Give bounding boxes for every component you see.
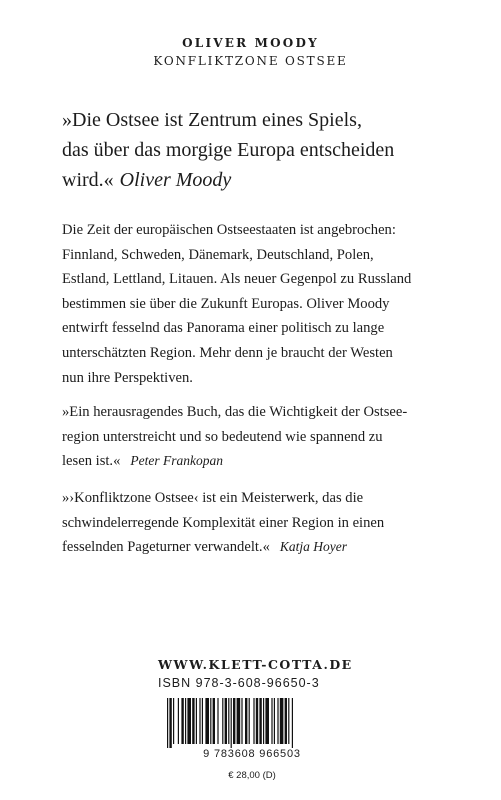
review-text: fesselnden Pageturner verwandelt.« xyxy=(62,539,270,556)
blurb-line: nun ihre Perspektiven. xyxy=(62,369,193,386)
barcode-bar xyxy=(185,698,186,744)
barcode-bar xyxy=(181,698,183,744)
quote-line: das über das morgige Europa entscheiden xyxy=(62,139,395,161)
barcode-bar xyxy=(245,698,247,744)
blurb-line: unterschätzten Region. Mehr denn je braucht der Westen xyxy=(62,344,393,361)
barcode-bar xyxy=(199,698,200,744)
barcode-bar xyxy=(237,698,241,744)
review-line-last xyxy=(62,449,482,474)
blurb-line: entwirft fesselnd das Panorama einer politisch zu lange xyxy=(62,320,385,337)
quote-attribution: Oliver Moody xyxy=(119,169,232,191)
quote-line-last xyxy=(62,165,482,195)
blurb-line: bestimmen sie über die Zukunft Europas. Oliver Moody xyxy=(62,295,390,312)
author-name: OLIVER MOODY xyxy=(182,36,319,50)
barcode-bar xyxy=(167,698,168,748)
review-line-last xyxy=(62,535,482,560)
barcode-bar xyxy=(271,698,272,744)
barcode-bar xyxy=(274,698,275,744)
barcode-bar xyxy=(280,698,284,744)
barcode-bar xyxy=(285,698,287,744)
isbn-number: ISBN 978-3-608-96650-3 xyxy=(158,676,320,690)
barcode-bar xyxy=(263,698,264,744)
barcode-bar xyxy=(288,698,289,744)
barcode-bar xyxy=(202,698,203,744)
barcode-block xyxy=(161,696,343,792)
barcode-bar xyxy=(222,698,223,744)
book-blurb xyxy=(62,218,482,390)
publisher-url: WWW.KLETT-COTTA.DE xyxy=(158,657,353,672)
barcode-bar xyxy=(187,698,191,744)
review-attribution: Katja Hoyer xyxy=(279,539,348,555)
barcode-bar xyxy=(231,698,232,748)
barcode-bar xyxy=(253,698,254,744)
review-hoyer xyxy=(62,486,482,560)
price-label: € 28,00 (D) xyxy=(228,770,276,781)
barcode-bar xyxy=(217,698,218,744)
review-line: region unterstreicht und so bedeutend wie spannend zu xyxy=(62,428,383,445)
review-line: »Ein herausragendes Buch, das die Wichtigkeit der Ostsee- xyxy=(62,404,408,420)
review-attribution: Peter Frankopan xyxy=(130,453,223,469)
book-title: KONFLIKTZONE OSTSEE xyxy=(153,54,348,68)
quote-text: wird.« xyxy=(62,169,114,191)
barcode-bar xyxy=(178,698,179,744)
barcode-bar xyxy=(196,698,197,744)
review-line: »›Konfliktzone Ostsee‹ ist ein Meisterwerk, das die xyxy=(62,490,364,506)
blurb-line: Die Zeit der europäischen Ostseestaaten ist angebrochen: xyxy=(62,222,396,238)
blurb-line: Finnland, Schweden, Dänemark, Deutschland, Polen, xyxy=(62,246,374,263)
barcode-bar xyxy=(205,698,209,744)
barcode-bar xyxy=(265,698,269,744)
barcode-bar xyxy=(225,698,227,744)
review-line: schwindelerregende Komplexität einer Region in einen xyxy=(62,514,385,531)
barcode-bar xyxy=(233,698,235,744)
barcode-bar xyxy=(256,698,258,744)
barcode-bar xyxy=(249,698,250,744)
quote-line: »Die Ostsee ist Zentrum eines Spiels, xyxy=(62,109,362,131)
barcode-bar xyxy=(173,698,174,744)
barcode-bar xyxy=(169,698,171,748)
barcode-bar xyxy=(241,698,242,744)
cover-header xyxy=(0,34,501,70)
author-quote xyxy=(62,105,482,195)
barcode-bar xyxy=(292,698,293,748)
barcode-bar xyxy=(277,698,278,744)
review-frankopan xyxy=(62,400,482,474)
review-text: lesen ist.« xyxy=(62,453,121,470)
barcode-bar xyxy=(213,698,215,744)
barcode-bar xyxy=(228,698,229,744)
barcode-bar xyxy=(210,698,211,744)
barcode-bar xyxy=(259,698,261,744)
blurb-line: Estland, Lettland, Litauen. Als neuer Gegenpol zu Russland xyxy=(62,271,412,288)
barcode-bar xyxy=(192,698,194,744)
barcode-graphic xyxy=(161,696,343,748)
barcode-digits: 9 783608 966503 xyxy=(203,748,301,760)
